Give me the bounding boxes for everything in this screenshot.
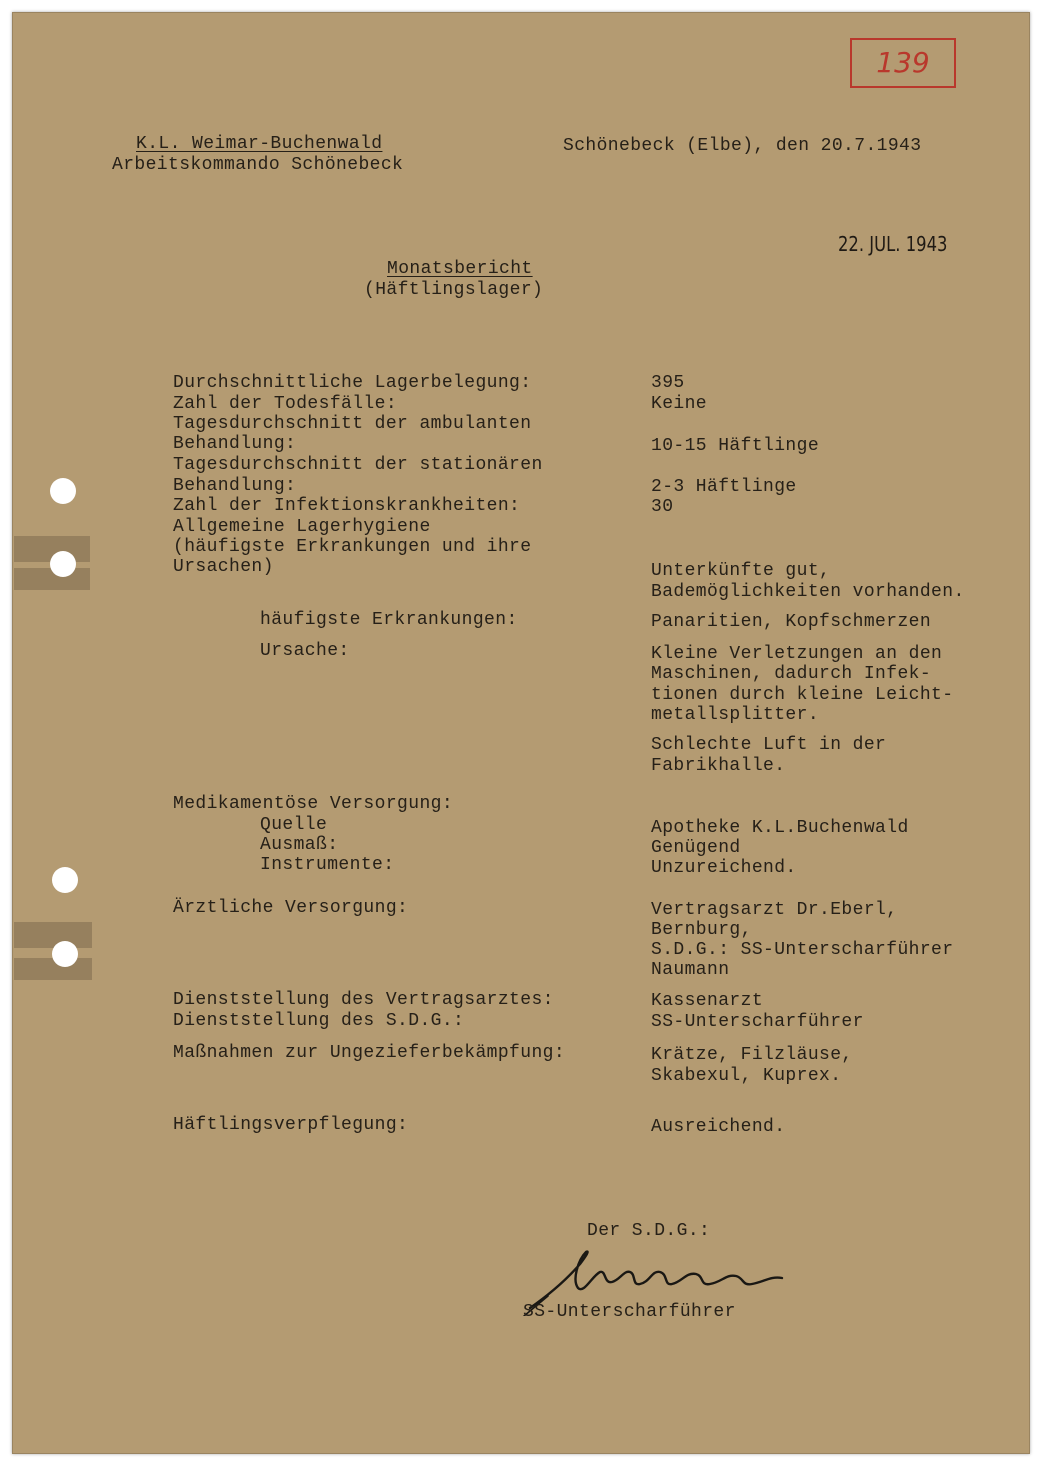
pest-control-label: Maßnahmen zur Ungezieferbekämpfung:: [173, 1043, 566, 1063]
medical-care-value-4: Naumann: [651, 960, 730, 980]
cause-value-5: Schlechte Luft in der: [651, 735, 887, 755]
ambulant-label-2: Behandlung:: [173, 434, 297, 454]
signature-rank: SS-Unterscharführer: [523, 1302, 736, 1322]
deaths-label: Zahl der Todesfälle:: [173, 394, 398, 414]
medical-care-value-3: S.D.G.: SS-Unterscharführer: [651, 940, 954, 960]
hygiene-label-2: (häufigste Erkrankungen und ihre: [173, 537, 532, 557]
cause-value-6: Fabrikhalle.: [651, 756, 786, 776]
common-illness-label: häufigste Erkrankungen:: [260, 610, 518, 630]
extent-value: Genügend: [651, 838, 741, 858]
source-value: Apotheke K.L.Buchenwald: [651, 818, 909, 838]
doctor-position-label: Dienststellung des Vertragsarztes:: [173, 990, 554, 1010]
punch-hole: [52, 867, 78, 893]
extent-label: Ausmaß:: [260, 835, 339, 855]
stationary-value: 2-3 Häftlinge: [651, 477, 797, 497]
cause-value-3: tionen durch kleine Leicht-: [651, 685, 954, 705]
avg-occupancy-label: Durchschnittliche Lagerbelegung:: [173, 373, 532, 393]
ambulant-label-1: Tagesdurchschnitt der ambulanten: [173, 414, 532, 434]
archive-number: 139: [850, 38, 956, 88]
common-illness-value: Panaritien, Kopfschmerzen: [651, 612, 932, 632]
stationary-label-2: Behandlung:: [173, 476, 297, 496]
sdg-position-value: SS-Unterscharführer: [651, 1012, 864, 1032]
medical-care-value-1: Vertragsarzt Dr.Eberl,: [651, 900, 898, 920]
org-line-2: Arbeitskommando Schönebeck: [112, 155, 404, 175]
doctor-position-value: Kassenarzt: [651, 991, 764, 1011]
org-line-1: K.L. Weimar-Buchenwald: [136, 134, 383, 154]
pest-control-value-2: Skabexul, Kuprex.: [651, 1066, 842, 1086]
cause-value-4: metallsplitter.: [651, 705, 820, 725]
food-value: Ausreichend.: [651, 1117, 786, 1137]
ambulant-value: 10-15 Häftlinge: [651, 436, 820, 456]
signature-intro: Der S.D.G.:: [587, 1221, 711, 1241]
instruments-value: Unzureichend.: [651, 858, 797, 878]
hygiene-label-3: Ursachen): [173, 557, 274, 577]
punch-hole: [50, 551, 76, 577]
sdg-position-label: Dienststellung des S.D.G.:: [173, 1011, 465, 1031]
tape-remnant-bottom-lower: [14, 958, 92, 980]
source-label: Quelle: [260, 815, 328, 835]
avg-occupancy-value: 395: [651, 373, 685, 393]
hygiene-value-1: Unterkünfte gut,: [651, 561, 831, 581]
cause-label: Ursache:: [260, 641, 350, 661]
report-title: Monatsbericht: [387, 259, 533, 279]
place-date: Schönebeck (Elbe), den 20.7.1943: [563, 136, 922, 156]
infections-label: Zahl der Infektionskrankheiten:: [173, 496, 521, 516]
food-label: Häftlingsverpflegung:: [173, 1115, 409, 1135]
instruments-label: Instrumente:: [260, 855, 395, 875]
punch-hole: [52, 941, 78, 967]
stationary-label-1: Tagesdurchschnitt der stationären: [173, 455, 543, 475]
infections-value: 30: [651, 497, 674, 517]
deaths-value: Keine: [651, 394, 708, 414]
hygiene-label-1: Allgemeine Lagerhygiene: [173, 517, 431, 537]
cause-value-2: Maschinen, dadurch Infek-: [651, 664, 932, 684]
medical-care-value-2: Bernburg,: [651, 920, 752, 940]
punch-hole: [50, 478, 76, 504]
tape-remnant-bottom: [14, 922, 92, 948]
medication-label: Medikamentöse Versorgung:: [173, 794, 454, 814]
pest-control-value-1: Krätze, Filzläuse,: [651, 1045, 853, 1065]
hygiene-value-2: Bademöglichkeiten vorhanden.: [651, 582, 965, 602]
medical-care-label: Ärztliche Versorgung:: [173, 898, 409, 918]
report-subtitle: (Häftlingslager): [364, 280, 544, 300]
cause-value-1: Kleine Verletzungen an den: [651, 644, 943, 664]
received-stamp: 22. JUL. 1943: [838, 232, 948, 256]
